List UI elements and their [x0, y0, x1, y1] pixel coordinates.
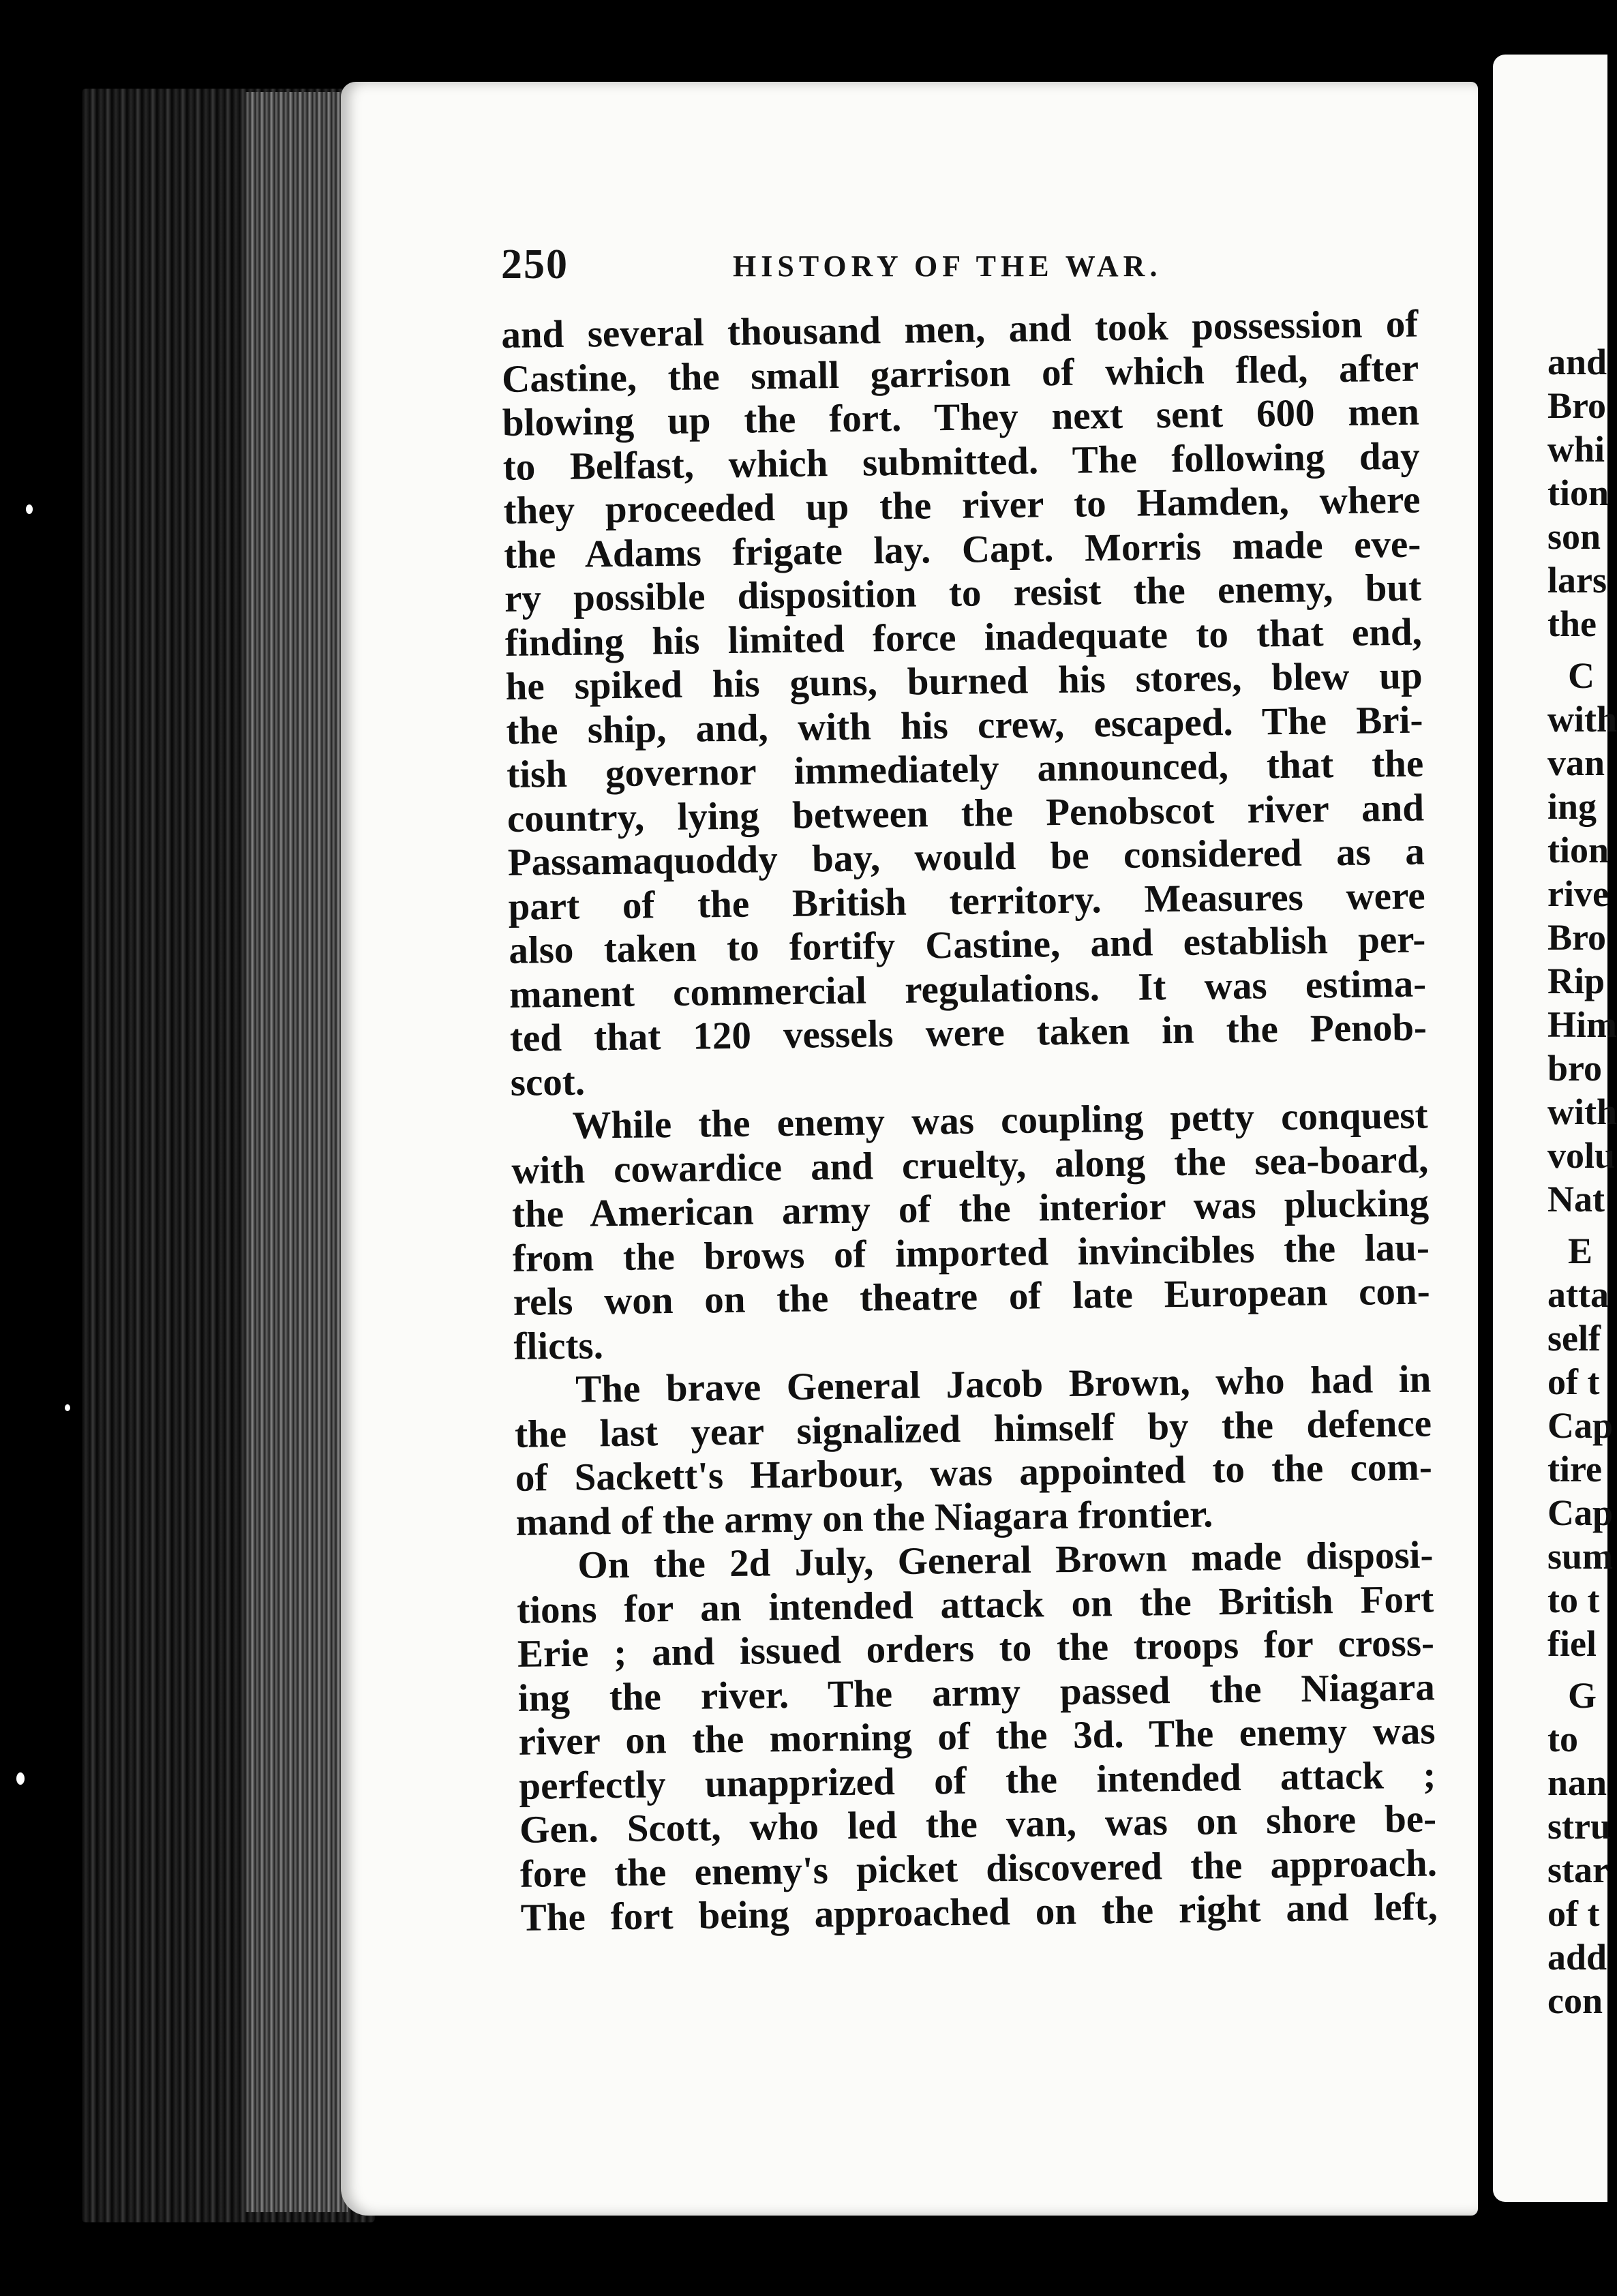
page-number: 250 — [501, 241, 569, 288]
text-line: country, lying between the Penobscot river and — [507, 786, 1425, 841]
text-line: The fort being approached on the right and left, — [520, 1885, 1438, 1939]
facing-line: volu — [1547, 1135, 1616, 1176]
facing-page-fragment — [1493, 55, 1617, 2202]
text-line: The brave General Jacob Brown, who had in — [575, 1357, 1432, 1411]
text-line: the ship, and, with his crew, escaped. The Bri- — [506, 698, 1423, 753]
text-line: and several thousand men, and took possession of — [501, 302, 1419, 357]
text-line: manent commercial regulations. It was estima- — [509, 961, 1427, 1016]
facing-line: fiel — [1547, 1623, 1597, 1664]
text-line: ing the river. The army passed the Niagara — [517, 1665, 1436, 1720]
facing-line: stru — [1547, 1806, 1611, 1847]
facing-line: Bro — [1547, 385, 1607, 426]
facing-line: add — [1547, 1937, 1607, 1978]
facing-line: Bro — [1547, 917, 1607, 958]
facing-line: E — [1568, 1230, 1593, 1271]
facing-line: C — [1568, 655, 1595, 696]
text-line: they proceeded up the river to Hamden, where — [503, 478, 1421, 532]
facing-line: star — [1547, 1849, 1609, 1890]
text-line: fore the enemy's picket discovered the approach. — [519, 1841, 1438, 1896]
facing-line: con — [1547, 1980, 1603, 2021]
text-line: he spiked his guns, burned his stores, blew up — [505, 654, 1423, 708]
facing-line: whi — [1547, 429, 1605, 470]
book-page — [341, 82, 1478, 2216]
body-text — [501, 303, 1438, 1941]
facing-line: van — [1547, 742, 1605, 783]
text-line: with cowardice and cruelty, along the sea-board, — [511, 1137, 1429, 1192]
facing-line: rive — [1547, 873, 1609, 914]
facing-line: of t — [1547, 1361, 1600, 1402]
page-header — [501, 235, 1418, 310]
text-line: Castine, the small garrison of which fled, after — [501, 346, 1419, 401]
facing-line: nan — [1547, 1762, 1607, 1803]
text-line: the American army of the interior was plucking — [511, 1181, 1430, 1236]
facing-line: to t — [1547, 1580, 1600, 1620]
text-line: also taken to fortify Castine, and establish per- — [509, 918, 1426, 972]
text-line: ted that 120 vessels were taken in the Penob- — [509, 1006, 1427, 1060]
running-head: HISTORY OF THE WAR. — [733, 250, 1162, 283]
facing-line: the — [1547, 603, 1597, 644]
facing-line: Him — [1547, 1004, 1617, 1045]
text-line: scot. — [510, 1060, 586, 1104]
facing-line: tion — [1547, 472, 1610, 513]
text-line: tish governor immediately announced, that the — [506, 742, 1424, 796]
text-line: mand of the army on the Niagara frontier. — [515, 1492, 1213, 1544]
text-line: While the enemy was coupling petty conquest — [572, 1093, 1428, 1147]
facing-line: Nat — [1547, 1179, 1605, 1220]
facing-line: and — [1547, 342, 1607, 382]
text-line: Gen. Scott, who led the van, was on shore be- — [519, 1797, 1437, 1852]
facing-line: self — [1547, 1318, 1601, 1359]
text-line: blowing up the fort. They next sent 600 men — [502, 390, 1420, 444]
facing-line: bro — [1547, 1048, 1603, 1089]
text-line: ry possible disposition to resist the enemy, but — [504, 566, 1422, 620]
facing-line: G — [1568, 1675, 1597, 1716]
facing-line: Cap — [1547, 1405, 1614, 1446]
text-line: part of the British territory. Measures were — [508, 874, 1425, 928]
text-line: finding his limited force inadequate to that end, — [504, 610, 1423, 665]
text-line: flicts. — [513, 1323, 604, 1368]
facing-line: tion — [1547, 830, 1610, 871]
book-page-edges-highlight — [245, 92, 348, 2212]
facing-line: sum — [1547, 1536, 1614, 1577]
text-line: Passamaquoddy bay, would be considered as a — [507, 830, 1425, 884]
text-line: On the 2d July, General Brown made disposi- — [577, 1533, 1434, 1587]
text-line: Erie ; and issued orders to the troops for cross- — [517, 1621, 1435, 1676]
facing-line: Cap — [1547, 1492, 1614, 1533]
facing-line: tire — [1547, 1449, 1602, 1490]
facing-line: ing — [1547, 786, 1597, 827]
text-line: the Adams frigate lay. Capt. Morris made eve- — [503, 522, 1421, 577]
text-line: to Belfast, which submitted. The following day — [502, 434, 1421, 489]
dust-speck — [65, 1404, 70, 1411]
text-line: perfectly unapprized of the intended attack ; — [519, 1753, 1436, 1808]
text-line: of Sackett's Harbour, was appointed to the com- — [515, 1445, 1433, 1500]
dust-speck — [16, 1772, 25, 1785]
facing-line: with — [1547, 699, 1617, 740]
text-line: the last year signalized himself by the defence — [514, 1401, 1432, 1456]
text-line: from the brows of imported invincibles the lau- — [512, 1225, 1430, 1280]
dust-speck — [26, 504, 33, 514]
facing-line: atta — [1547, 1274, 1609, 1315]
facing-line: son — [1547, 516, 1601, 557]
text-line: tions for an intended attack on the British Fort — [516, 1577, 1434, 1632]
facing-line: Rip — [1547, 961, 1605, 1001]
facing-line: with — [1547, 1091, 1617, 1132]
facing-line: of t — [1547, 1893, 1600, 1934]
text-line: rels won on the theatre of late European con- — [513, 1269, 1431, 1324]
facing-line: to — [1547, 1719, 1578, 1759]
text-line: river on the morning of the 3d. The enemy was — [518, 1709, 1436, 1764]
facing-line: lars — [1547, 560, 1607, 601]
